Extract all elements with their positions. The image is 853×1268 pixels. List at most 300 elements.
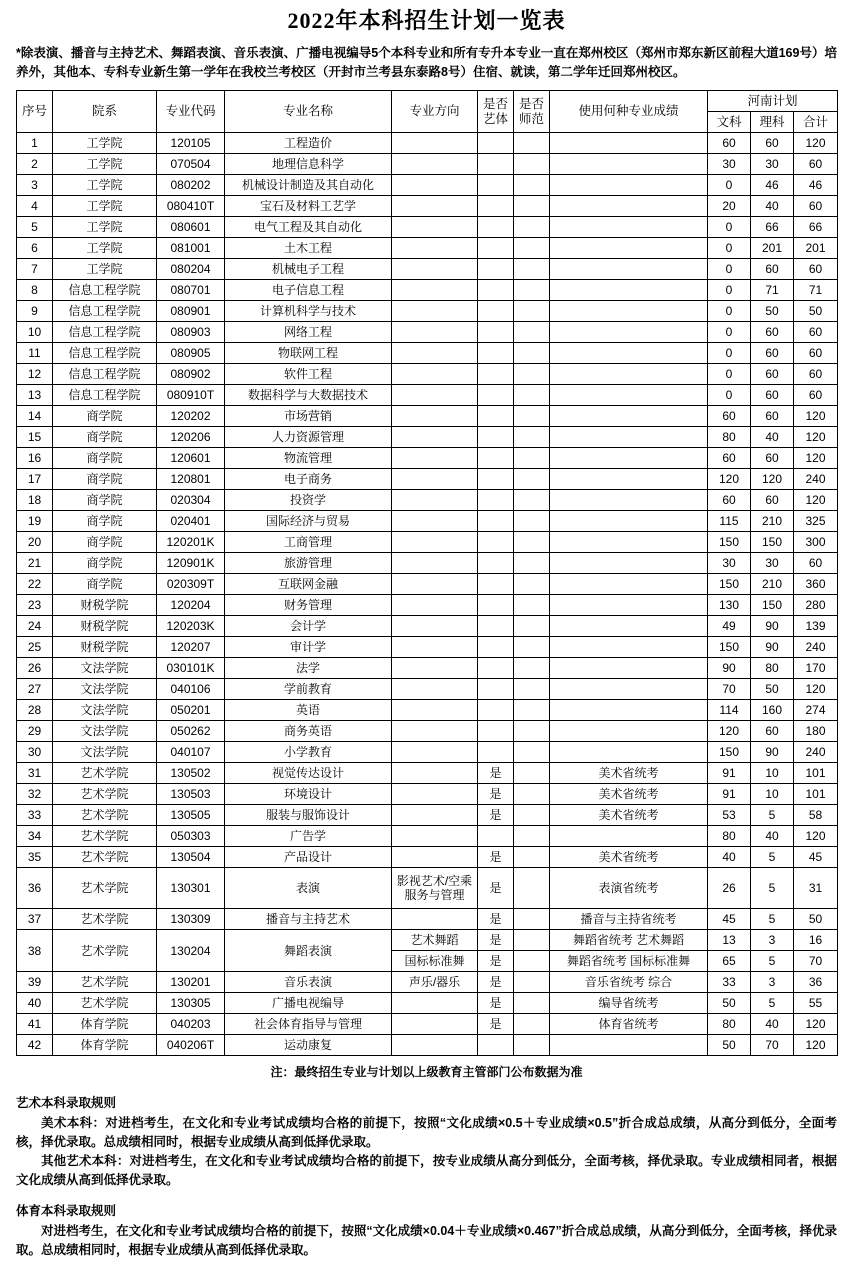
cell-major-name: 投资学 (225, 490, 392, 511)
cell-major-code: 040206T (157, 1035, 225, 1056)
cell-total: 60 (794, 364, 838, 385)
cell-is-normal (514, 448, 550, 469)
cell-department: 文法学院 (53, 700, 157, 721)
cell-total: 120 (794, 679, 838, 700)
table-row (17, 930, 838, 951)
cell-is-art-sports (478, 595, 514, 616)
cell-direction (392, 721, 478, 742)
cell-major-code: 120207 (157, 637, 225, 658)
cell-is-normal (514, 951, 550, 972)
cell-science: 160 (751, 700, 794, 721)
cell-score-type (550, 217, 708, 238)
cell-liberal: 0 (708, 217, 751, 238)
cell-is-art-sports (478, 469, 514, 490)
cell-is-normal (514, 784, 550, 805)
cell-science: 150 (751, 595, 794, 616)
header-index: 序号 (17, 91, 53, 133)
cell-major-name: 法学 (225, 658, 392, 679)
cell-direction (392, 238, 478, 259)
cell-index: 4 (17, 196, 53, 217)
cell-index: 39 (17, 972, 53, 993)
cell-index: 3 (17, 175, 53, 196)
table-row (17, 847, 838, 868)
cell-science: 60 (751, 133, 794, 154)
table-row (17, 784, 838, 805)
cell-major-name: 服装与服饰设计 (225, 805, 392, 826)
cell-total: 70 (794, 951, 838, 972)
cell-liberal: 150 (708, 637, 751, 658)
cell-major-name: 学前教育 (225, 679, 392, 700)
cell-department: 艺术学院 (53, 909, 157, 930)
cell-score-type (550, 532, 708, 553)
cell-major-name: 地理信息科学 (225, 154, 392, 175)
cell-major-name: 旅游管理 (225, 553, 392, 574)
cell-department: 文法学院 (53, 658, 157, 679)
cell-index: 1 (17, 133, 53, 154)
cell-index: 32 (17, 784, 53, 805)
cell-is-normal (514, 217, 550, 238)
cell-science: 150 (751, 532, 794, 553)
sports-rules-block (16, 1202, 837, 1260)
cell-index: 20 (17, 532, 53, 553)
cell-index: 11 (17, 343, 53, 364)
cell-major-code: 130504 (157, 847, 225, 868)
campus-note: *除表演、播音与主持艺术、舞蹈表演、音乐表演、广播电视编导5个本科专业和所有专升本专业一直在郑州校区（郑州市郑东新区前程大道169号）培养外，其他本、专科专业新生第一学年在我校兰考校区（开封市兰考县东泰路8号）住宿、就读，第二学年迁回郑州校区。 (16, 46, 837, 79)
cell-department: 商学院 (53, 574, 157, 595)
page-title: 2022年本科招生计划一览表 (287, 8, 566, 33)
cell-score-type (550, 511, 708, 532)
cell-major-name: 物联网工程 (225, 343, 392, 364)
cell-is-normal (514, 826, 550, 847)
cell-major-code: 080410T (157, 196, 225, 217)
cell-science: 60 (751, 406, 794, 427)
cell-index: 9 (17, 301, 53, 322)
table-row (17, 259, 838, 280)
cell-direction (392, 196, 478, 217)
cell-direction (392, 658, 478, 679)
table-row (17, 637, 838, 658)
cell-score-type (550, 280, 708, 301)
cell-major-code: 040106 (157, 679, 225, 700)
cell-index: 8 (17, 280, 53, 301)
cell-score-type (550, 700, 708, 721)
cell-index: 7 (17, 259, 53, 280)
table-row (17, 196, 838, 217)
cell-liberal: 60 (708, 448, 751, 469)
header-major-code: 专业代码 (157, 91, 225, 133)
cell-major-name: 机械设计制造及其自动化 (225, 175, 392, 196)
header-is-art-sports: 是否艺体 (478, 91, 514, 133)
cell-liberal: 115 (708, 511, 751, 532)
cell-direction (392, 154, 478, 175)
cell-total: 60 (794, 259, 838, 280)
art-rules-paragraph-1: 美术本科：对进档考生，在文化和专业考试成绩均合格的前提下，按照“文化成绩×0.5＋专业成绩×0.5”折合成总成绩，从高分到低分，全面考核，择优录取。总成绩相同时，根据专业成绩从高到低择优录取。 (16, 1116, 837, 1149)
cell-science: 60 (751, 322, 794, 343)
cell-is-normal (514, 700, 550, 721)
cell-is-art-sports (478, 343, 514, 364)
header-score-type: 使用何种专业成绩 (550, 91, 708, 133)
cell-score-type (550, 301, 708, 322)
cell-direction (392, 637, 478, 658)
cell-major-code: 120202 (157, 406, 225, 427)
cell-total: 50 (794, 909, 838, 930)
cell-major-code: 130503 (157, 784, 225, 805)
cell-department: 商学院 (53, 553, 157, 574)
table-row (17, 972, 838, 993)
cell-liberal: 60 (708, 406, 751, 427)
cell-major-name: 电子信息工程 (225, 280, 392, 301)
cell-is-normal (514, 427, 550, 448)
cell-major-name: 运动康复 (225, 1035, 392, 1056)
cell-score-type (550, 679, 708, 700)
cell-liberal: 0 (708, 259, 751, 280)
header-plan-group: 河南计划 (708, 91, 838, 112)
cell-is-normal (514, 1035, 550, 1056)
cell-score-type (550, 364, 708, 385)
header-total: 合计 (794, 112, 838, 133)
cell-is-art-sports (478, 490, 514, 511)
cell-science: 50 (751, 679, 794, 700)
cell-science: 60 (751, 259, 794, 280)
cell-is-art-sports (478, 196, 514, 217)
cell-score-type (550, 616, 708, 637)
cell-science: 5 (751, 909, 794, 930)
cell-science: 90 (751, 616, 794, 637)
cell-liberal: 20 (708, 196, 751, 217)
table-row (17, 1035, 838, 1056)
cell-science: 120 (751, 469, 794, 490)
table-row (17, 469, 838, 490)
table-row (17, 595, 838, 616)
table-row (17, 658, 838, 679)
cell-direction: 国标标准舞 (392, 951, 478, 972)
cell-is-normal (514, 343, 550, 364)
cell-liberal: 60 (708, 490, 751, 511)
cell-major-name: 市场营销 (225, 406, 392, 427)
cell-is-art-sports (478, 826, 514, 847)
cell-science: 60 (751, 364, 794, 385)
cell-major-name: 播音与主持艺术 (225, 909, 392, 930)
cell-liberal: 0 (708, 343, 751, 364)
cell-direction (392, 574, 478, 595)
cell-total: 120 (794, 133, 838, 154)
plan-table-container (16, 90, 837, 1056)
cell-major-code: 050262 (157, 721, 225, 742)
cell-is-normal (514, 595, 550, 616)
cell-major-code: 040107 (157, 742, 225, 763)
cell-department: 文法学院 (53, 679, 157, 700)
cell-total: 120 (794, 448, 838, 469)
table-row (17, 616, 838, 637)
table-row (17, 301, 838, 322)
cell-index: 16 (17, 448, 53, 469)
cell-is-normal (514, 154, 550, 175)
cell-is-art-sports (478, 259, 514, 280)
cell-major-name: 舞蹈表演 (225, 930, 392, 972)
cell-is-normal (514, 805, 550, 826)
table-row (17, 280, 838, 301)
cell-major-code: 130201 (157, 972, 225, 993)
cell-total: 280 (794, 595, 838, 616)
cell-liberal: 40 (708, 847, 751, 868)
cell-direction (392, 616, 478, 637)
cell-is-art-sports (478, 448, 514, 469)
table-row (17, 826, 838, 847)
cell-department: 财税学院 (53, 595, 157, 616)
cell-science: 46 (751, 175, 794, 196)
cell-major-name: 数据科学与大数据技术 (225, 385, 392, 406)
admission-rules (16, 1094, 837, 1260)
cell-total: 60 (794, 154, 838, 175)
cell-is-art-sports: 是 (478, 847, 514, 868)
cell-index: 41 (17, 1014, 53, 1035)
cell-index: 33 (17, 805, 53, 826)
cell-major-code: 080903 (157, 322, 225, 343)
table-footnote: 注：最终招生专业与计划以上级教育主管部门公布数据为准 (270, 1065, 583, 1079)
cell-department: 艺术学院 (53, 993, 157, 1014)
table-row (17, 742, 838, 763)
cell-department: 艺术学院 (53, 847, 157, 868)
cell-department: 商学院 (53, 427, 157, 448)
cell-liberal: 150 (708, 742, 751, 763)
cell-total: 240 (794, 469, 838, 490)
cell-department: 信息工程学院 (53, 385, 157, 406)
cell-department: 财税学院 (53, 616, 157, 637)
cell-liberal: 0 (708, 280, 751, 301)
cell-total: 360 (794, 574, 838, 595)
header-liberal: 文科 (708, 112, 751, 133)
cell-science: 60 (751, 721, 794, 742)
cell-is-art-sports (478, 532, 514, 553)
cell-score-type: 舞蹈省统考 艺术舞蹈 (550, 930, 708, 951)
table-row (17, 217, 838, 238)
cell-liberal: 30 (708, 553, 751, 574)
cell-index: 21 (17, 553, 53, 574)
cell-department: 商学院 (53, 448, 157, 469)
cell-direction (392, 406, 478, 427)
cell-department: 工学院 (53, 238, 157, 259)
cell-total: 201 (794, 238, 838, 259)
cell-direction (392, 511, 478, 532)
cell-is-art-sports: 是 (478, 930, 514, 951)
cell-index: 5 (17, 217, 53, 238)
cell-direction (392, 1035, 478, 1056)
cell-major-code: 030101K (157, 658, 225, 679)
cell-index: 35 (17, 847, 53, 868)
cell-major-name: 审计学 (225, 637, 392, 658)
art-rules-paragraph-2: 其他艺术本科：对进档考生，在文化和专业考试成绩均合格的前提下，按专业成绩从高分到低分，全面考核，择优录取。专业成绩相同者，根据文化成绩从高到低择优录取。 (16, 1154, 837, 1187)
cell-major-name: 物流管理 (225, 448, 392, 469)
cell-science: 5 (751, 805, 794, 826)
table-row (17, 364, 838, 385)
cell-index: 29 (17, 721, 53, 742)
cell-major-code: 080905 (157, 343, 225, 364)
cell-total: 240 (794, 742, 838, 763)
cell-is-normal (514, 406, 550, 427)
cell-total: 180 (794, 721, 838, 742)
cell-major-name: 互联网金融 (225, 574, 392, 595)
cell-liberal: 91 (708, 763, 751, 784)
cell-direction (392, 700, 478, 721)
table-row (17, 133, 838, 154)
cell-is-art-sports (478, 700, 514, 721)
cell-major-code: 080601 (157, 217, 225, 238)
cell-major-name: 土木工程 (225, 238, 392, 259)
cell-direction (392, 259, 478, 280)
cell-major-name: 环境设计 (225, 784, 392, 805)
cell-index: 28 (17, 700, 53, 721)
cell-is-art-sports (478, 658, 514, 679)
cell-liberal: 0 (708, 322, 751, 343)
cell-direction (392, 364, 478, 385)
cell-total: 60 (794, 343, 838, 364)
cell-is-art-sports (478, 154, 514, 175)
table-row (17, 427, 838, 448)
header-department: 院系 (53, 91, 157, 133)
cell-science: 3 (751, 930, 794, 951)
cell-is-normal (514, 972, 550, 993)
cell-index: 27 (17, 679, 53, 700)
cell-major-code: 130502 (157, 763, 225, 784)
cell-direction (392, 469, 478, 490)
cell-department: 艺术学院 (53, 972, 157, 993)
cell-science: 10 (751, 784, 794, 805)
cell-major-name: 商务英语 (225, 721, 392, 742)
cell-index: 13 (17, 385, 53, 406)
cell-score-type (550, 742, 708, 763)
cell-department: 体育学院 (53, 1014, 157, 1035)
cell-total: 60 (794, 385, 838, 406)
cell-index: 34 (17, 826, 53, 847)
cell-department: 商学院 (53, 406, 157, 427)
cell-major-code: 120206 (157, 427, 225, 448)
cell-direction (392, 175, 478, 196)
cell-major-code: 080204 (157, 259, 225, 280)
cell-major-code: 050303 (157, 826, 225, 847)
cell-science: 40 (751, 1014, 794, 1035)
cell-score-type: 美术省统考 (550, 805, 708, 826)
cell-direction (392, 301, 478, 322)
cell-liberal: 130 (708, 595, 751, 616)
cell-science: 80 (751, 658, 794, 679)
cell-is-art-sports: 是 (478, 805, 514, 826)
cell-is-normal (514, 238, 550, 259)
cell-total: 36 (794, 972, 838, 993)
cell-direction (392, 322, 478, 343)
cell-department: 商学院 (53, 469, 157, 490)
cell-is-art-sports: 是 (478, 868, 514, 909)
cell-science: 71 (751, 280, 794, 301)
cell-score-type (550, 385, 708, 406)
table-row (17, 700, 838, 721)
cell-score-type (550, 448, 708, 469)
cell-major-name: 英语 (225, 700, 392, 721)
cell-department: 商学院 (53, 490, 157, 511)
cell-is-normal (514, 574, 550, 595)
table-row (17, 322, 838, 343)
cell-total: 120 (794, 1014, 838, 1035)
cell-total: 66 (794, 217, 838, 238)
cell-major-name: 工程造价 (225, 133, 392, 154)
cell-score-type (550, 826, 708, 847)
cell-total: 120 (794, 826, 838, 847)
art-rules-heading: 艺术本科录取规则 (16, 1096, 117, 1110)
cell-total: 325 (794, 511, 838, 532)
cell-is-normal (514, 469, 550, 490)
cell-direction (392, 490, 478, 511)
cell-science: 5 (751, 951, 794, 972)
cell-is-normal (514, 637, 550, 658)
cell-total: 120 (794, 490, 838, 511)
cell-liberal: 91 (708, 784, 751, 805)
cell-total: 31 (794, 868, 838, 909)
table-row (17, 553, 838, 574)
cell-is-normal (514, 280, 550, 301)
cell-major-name: 产品设计 (225, 847, 392, 868)
cell-department: 信息工程学院 (53, 301, 157, 322)
cell-is-normal (514, 868, 550, 909)
cell-liberal: 114 (708, 700, 751, 721)
cell-total: 274 (794, 700, 838, 721)
cell-science: 210 (751, 574, 794, 595)
cell-major-name: 网络工程 (225, 322, 392, 343)
cell-science: 90 (751, 637, 794, 658)
cell-direction (392, 532, 478, 553)
cell-liberal: 13 (708, 930, 751, 951)
table-row (17, 532, 838, 553)
cell-liberal: 80 (708, 1014, 751, 1035)
cell-is-art-sports (478, 406, 514, 427)
cell-is-normal (514, 721, 550, 742)
cell-score-type: 编导省统考 (550, 993, 708, 1014)
cell-is-normal (514, 511, 550, 532)
cell-total: 300 (794, 532, 838, 553)
cell-major-code: 080902 (157, 364, 225, 385)
cell-score-type: 美术省统考 (550, 847, 708, 868)
cell-major-code: 080701 (157, 280, 225, 301)
table-row (17, 721, 838, 742)
cell-is-art-sports (478, 616, 514, 637)
cell-direction: 艺术舞蹈 (392, 930, 478, 951)
cell-liberal: 0 (708, 175, 751, 196)
cell-department: 艺术学院 (53, 784, 157, 805)
cell-index: 38 (17, 930, 53, 972)
cell-major-name: 国际经济与贸易 (225, 511, 392, 532)
cell-total: 60 (794, 553, 838, 574)
cell-total: 60 (794, 196, 838, 217)
cell-score-type (550, 175, 708, 196)
cell-is-art-sports: 是 (478, 972, 514, 993)
cell-is-normal (514, 742, 550, 763)
cell-liberal: 26 (708, 868, 751, 909)
cell-major-code: 050201 (157, 700, 225, 721)
cell-is-art-sports (478, 217, 514, 238)
cell-direction (392, 679, 478, 700)
cell-science: 60 (751, 385, 794, 406)
cell-major-name: 机械电子工程 (225, 259, 392, 280)
cell-score-type: 美术省统考 (550, 784, 708, 805)
admission-plan-table (16, 90, 838, 1056)
table-row (17, 763, 838, 784)
cell-is-normal (514, 133, 550, 154)
cell-direction (392, 805, 478, 826)
cell-is-normal (514, 259, 550, 280)
cell-department: 财税学院 (53, 637, 157, 658)
cell-score-type (550, 196, 708, 217)
cell-science: 5 (751, 868, 794, 909)
header-major-name: 专业名称 (225, 91, 392, 133)
cell-major-code: 080202 (157, 175, 225, 196)
